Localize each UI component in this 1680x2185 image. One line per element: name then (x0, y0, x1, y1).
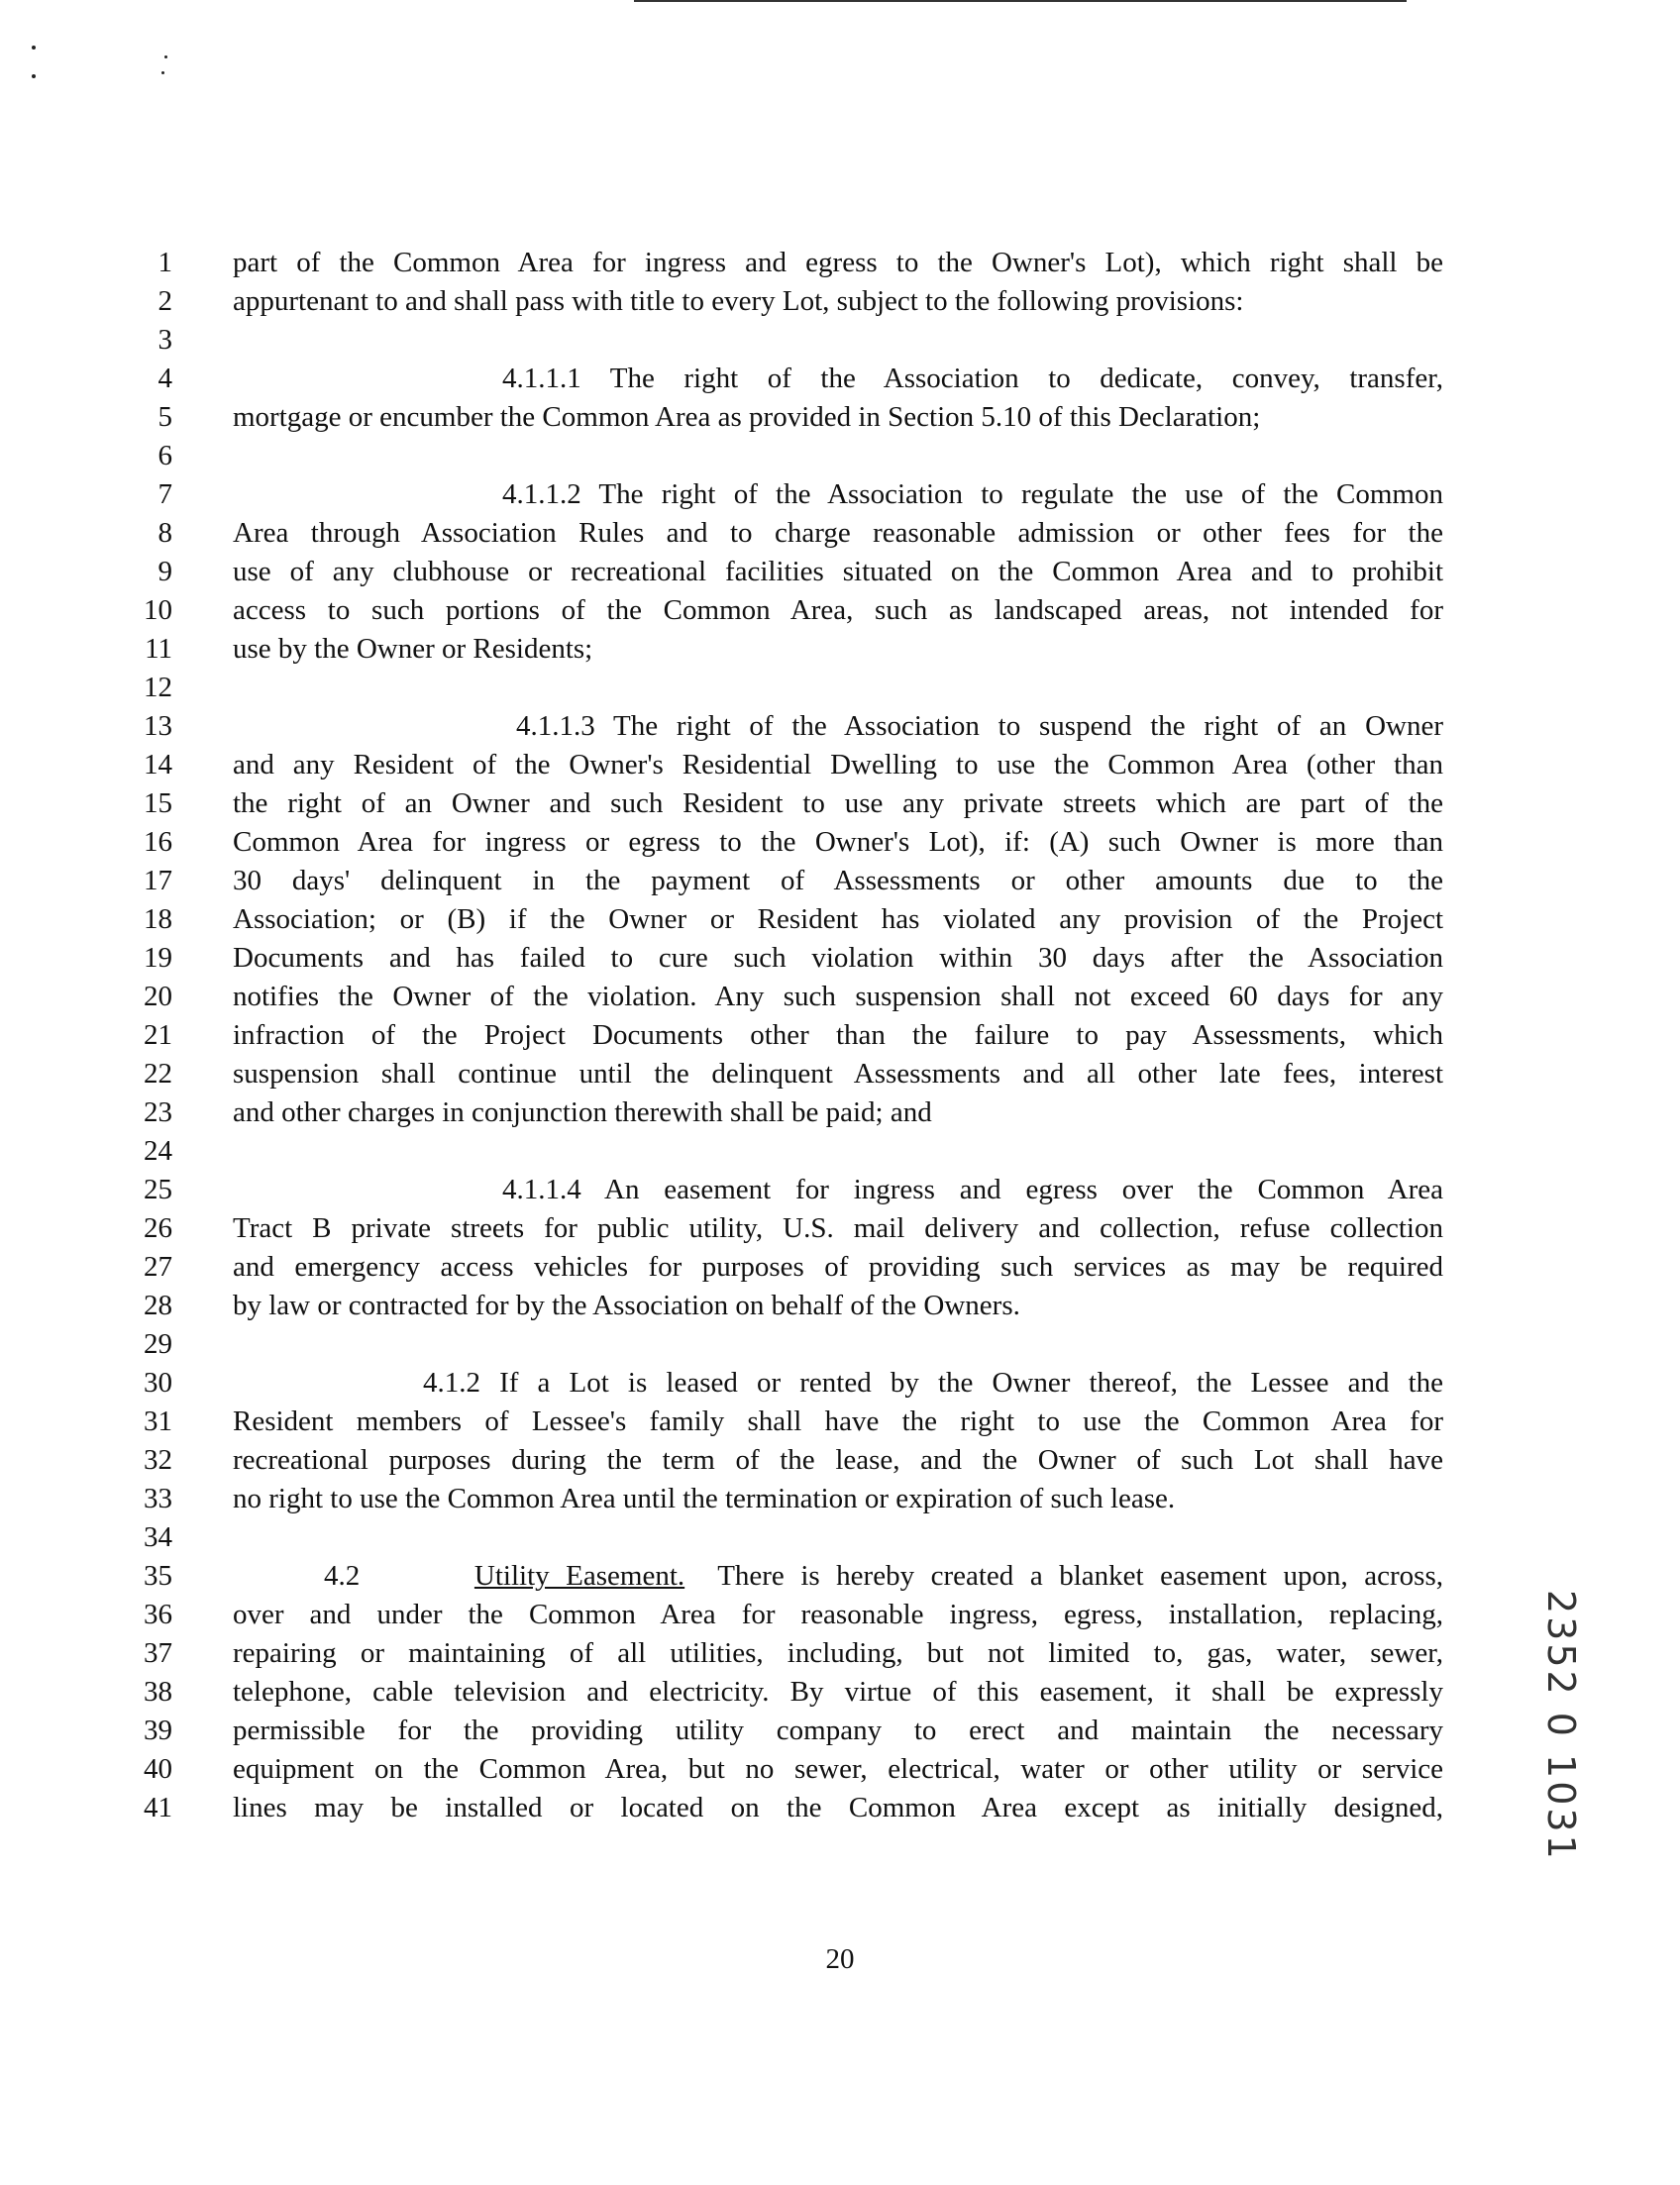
text-line (129, 475, 1446, 514)
line-number: 29 (144, 1328, 172, 1360)
scan-speck (32, 46, 36, 50)
section-number: 4.2 (324, 1560, 361, 1592)
line-text: and emergency access vehicles for purposes of providing such services as may be required (233, 1251, 1443, 1283)
text-line (129, 244, 1446, 282)
line-number: 9 (158, 556, 172, 587)
line-text: 4.1.1.4 An easement for ingress and egress over the Common Area (502, 1174, 1443, 1205)
text-line (129, 1325, 1446, 1364)
line-text: 4.1.1.3 The right of the Association to suspend the right of an Owner (516, 710, 1443, 742)
text-line (129, 282, 1446, 321)
text-line (129, 1789, 1446, 1827)
line-text: equipment on the Common Area, but no sewer, electrical, water or other utility or service (233, 1753, 1443, 1785)
text-line (129, 360, 1446, 398)
line-number: 6 (158, 440, 172, 471)
line-text: and any Resident of the Owner's Residential Dwelling to use the Common Area (other than (233, 749, 1443, 780)
scan-speck (161, 71, 164, 74)
line-text: Common Area for ingress or egress to the Owner's Lot), if: (A) such Owner is more than (233, 826, 1443, 858)
line-number: 5 (158, 401, 172, 433)
line-text: appurtenant to and shall pass with title to every Lot, subject to the following provisions: (233, 285, 1244, 317)
text-line (129, 1055, 1446, 1093)
line-number: 38 (144, 1676, 172, 1708)
line-number: 37 (144, 1637, 172, 1669)
text-line (129, 978, 1446, 1016)
line-number: 10 (144, 594, 172, 626)
line-number: 7 (158, 478, 172, 510)
text-line (129, 1403, 1446, 1441)
text-line (129, 1016, 1446, 1055)
line-number: 24 (144, 1135, 172, 1167)
top-scan-line (634, 0, 1407, 2)
text-line (129, 1132, 1446, 1171)
line-number: 19 (144, 942, 172, 974)
page-number: 20 (825, 1943, 855, 1975)
line-text: Association; or (B) if the Owner or Resident has violated any provision of the Project (233, 903, 1443, 935)
text-line (129, 398, 1446, 437)
line-number: 34 (144, 1521, 172, 1553)
line-number: 32 (144, 1444, 172, 1476)
line-text: recreational purposes during the term of the lease, and the Owner of such Lot shall have (233, 1444, 1443, 1476)
text-line (129, 1248, 1446, 1287)
text-line (129, 669, 1446, 707)
text-line (129, 1364, 1446, 1403)
text-line (129, 707, 1446, 746)
line-number: 28 (144, 1290, 172, 1321)
line-text: Documents and has failed to cure such violation within 30 days after the Association (233, 942, 1443, 974)
line-number: 11 (145, 633, 172, 665)
line-number: 13 (144, 710, 172, 742)
text-line (129, 514, 1446, 553)
line-number: 39 (144, 1715, 172, 1746)
line-text: Tract B private streets for public utility, U.S. mail delivery and collection, refuse collection (233, 1212, 1443, 1244)
line-number: 18 (144, 903, 172, 935)
line-text: mortgage or encumber the Common Area as provided in Section 5.10 of this Declaration; (233, 401, 1261, 433)
line-text: suspension shall continue until the delinquent Assessments and all other late fees, interest (233, 1058, 1443, 1090)
line-text (233, 1557, 1443, 1596)
line-text: lines may be installed or located on the Common Area except as initially designed, (233, 1792, 1443, 1823)
text-line (129, 939, 1446, 978)
line-text: by law or contracted for by the Association on behalf of the Owners. (233, 1290, 1020, 1321)
text-line (129, 630, 1446, 669)
line-text: over and under the Common Area for reasonable ingress, egress, installation, replacing, (233, 1599, 1443, 1630)
section-heading: Utility Easement. (473, 1560, 685, 1592)
line-text: 4.1.1.1 The right of the Association to dedicate, convey, transfer, (502, 363, 1443, 394)
line-number: 15 (144, 787, 172, 819)
text-line (129, 1673, 1446, 1712)
text-line (129, 1634, 1446, 1673)
text-line (129, 591, 1446, 630)
line-text: 4.1.2 If a Lot is leased or rented by the Owner thereof, the Lessee and the (423, 1367, 1443, 1399)
line-number: 36 (144, 1599, 172, 1630)
text-line (129, 1287, 1446, 1325)
line-number: 30 (144, 1367, 172, 1399)
line-text: Area through Association Rules and to charge reasonable admission or other fees for the (233, 517, 1443, 549)
text-line (129, 553, 1446, 591)
line-number: 21 (144, 1019, 172, 1051)
text-line (129, 1209, 1446, 1248)
line-text: use of any clubhouse or recreational facilities situated on the Common Area and to prohibit (233, 556, 1443, 587)
line-number: 25 (144, 1174, 172, 1205)
line-number: 27 (144, 1251, 172, 1283)
scan-speck (32, 74, 36, 78)
text-line (129, 1171, 1446, 1209)
text-line (129, 1750, 1446, 1789)
line-number: 31 (144, 1405, 172, 1437)
text-line (129, 437, 1446, 475)
line-text: 30 days' delinquent in the payment of Assessments or other amounts due to the (233, 865, 1443, 896)
line-number: 3 (158, 324, 172, 356)
line-number: 16 (144, 826, 172, 858)
recording-number: 2352 0 1031 (1539, 1590, 1583, 1862)
text-line (129, 1518, 1446, 1557)
line-text: infraction of the Project Documents other than the failure to pay Assessments, which (233, 1019, 1443, 1051)
text-line (129, 1480, 1446, 1518)
line-number: 40 (144, 1753, 172, 1785)
line-number: 14 (144, 749, 172, 780)
line-text: and other charges in conjunction therewith shall be paid; and (233, 1096, 932, 1128)
section-text: There is hereby created a blanket easement upon, across, (717, 1560, 1443, 1592)
text-line (129, 1557, 1446, 1596)
text-line (129, 862, 1446, 900)
line-number: 2 (158, 285, 172, 317)
text-line (129, 784, 1446, 823)
line-text: no right to use the Common Area until the termination or expiration of such lease. (233, 1483, 1176, 1514)
line-number: 20 (144, 981, 172, 1012)
line-text: use by the Owner or Residents; (233, 633, 593, 665)
text-line (129, 746, 1446, 784)
line-number: 35 (144, 1560, 172, 1592)
line-text: access to such portions of the Common Area, such as landscaped areas, not intended for (233, 594, 1443, 626)
line-number: 4 (158, 363, 172, 394)
text-line (129, 321, 1446, 360)
line-text: telephone, cable television and electricity. By virtue of this easement, it shall be expressly (233, 1676, 1443, 1708)
line-number: 26 (144, 1212, 172, 1244)
line-number: 33 (144, 1483, 172, 1514)
text-line (129, 1712, 1446, 1750)
line-text: repairing or maintaining of all utilities, including, but not limited to, gas, water, sewer, (233, 1637, 1443, 1669)
line-number: 1 (158, 247, 172, 278)
line-text: notifies the Owner of the violation. Any such suspension shall not exceed 60 days for any (233, 981, 1443, 1012)
line-number: 22 (144, 1058, 172, 1090)
line-text: the right of an Owner and such Resident to use any private streets which are part of the (233, 787, 1443, 819)
text-line (129, 1596, 1446, 1634)
line-number: 41 (144, 1792, 172, 1823)
line-text: part of the Common Area for ingress and egress to the Owner's Lot), which right shall be (233, 247, 1443, 278)
line-number: 17 (144, 865, 172, 896)
line-text: 4.1.1.2 The right of the Association to regulate the use of the Common (502, 478, 1443, 510)
text-line (129, 900, 1446, 939)
text-line (129, 823, 1446, 862)
line-text: permissible for the providing utility company to erect and maintain the necessary (233, 1715, 1443, 1746)
text-line (129, 1093, 1446, 1132)
line-number: 23 (144, 1096, 172, 1128)
line-text: Resident members of Lessee's family shall have the right to use the Common Area for (233, 1405, 1443, 1437)
scan-speck (164, 55, 167, 58)
line-number: 8 (158, 517, 172, 549)
line-number: 12 (144, 672, 172, 703)
text-line (129, 1441, 1446, 1480)
